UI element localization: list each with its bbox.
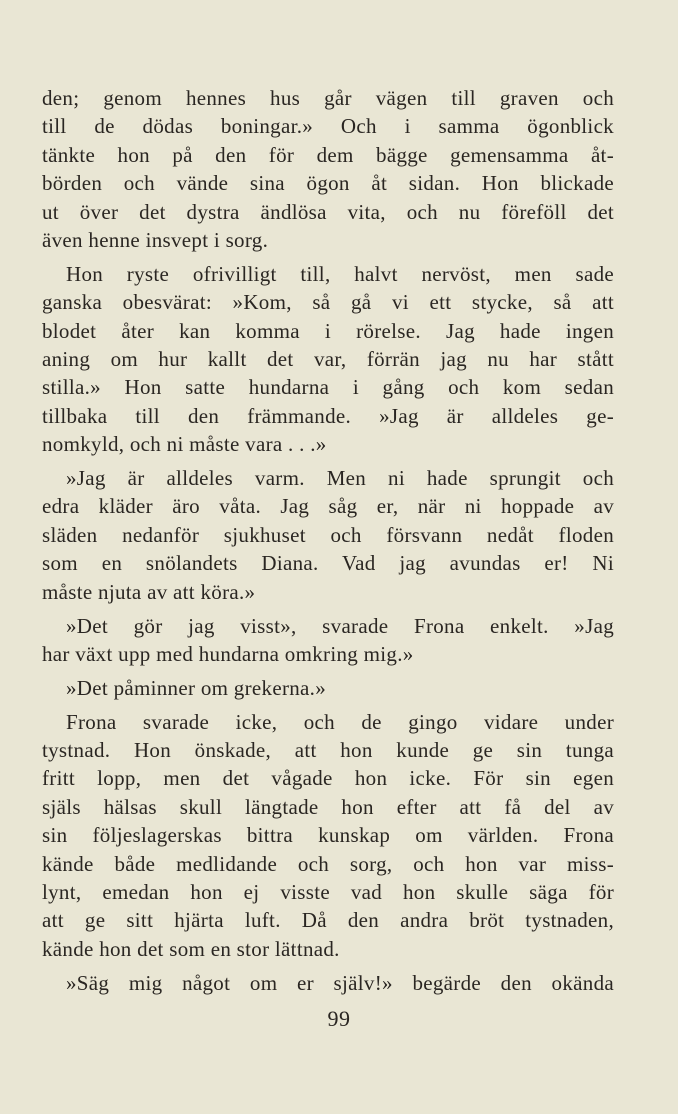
text-line: fritt lopp, men det vågade hon icke. För sin egen xyxy=(42,766,614,791)
text-line: den; genom hennes hus går vägen till graven och xyxy=(42,86,614,110)
text-line: själs hälsas skull längtade hon efter att få del av xyxy=(42,794,614,819)
text-line: lynt, emedan hon ej visste vad hon skulle säga för xyxy=(42,880,614,905)
text-line: även henne insvept i sorg. xyxy=(42,227,269,252)
page-number: 99 xyxy=(327,1006,351,1031)
text-line: »Jag är alldeles varm. Men ni hade sprungit och xyxy=(66,466,614,491)
text-line: Frona svarade icke, och de gingo vidare under xyxy=(66,709,614,734)
text-line: tystnad. Hon önskade, att hon kunde ge sin tunga xyxy=(42,738,614,763)
text-line: börden och vände sina ögon åt sidan. Hon blickade xyxy=(42,171,614,196)
text-line: ganska obesvärat: »Kom, så gå vi ett stycke, så att xyxy=(42,290,614,315)
text-line: edra kläder äro våta. Jag såg er, när ni hoppade av xyxy=(42,494,614,519)
text-line: »Det gör jag visst», svarade Frona enkelt. »Jag xyxy=(66,613,614,638)
text-line: nomkyld, och ni måste vara . . .» xyxy=(42,432,327,457)
text-line: måste njuta av att köra.» xyxy=(42,579,256,604)
text-line: kände både medlidande och sorg, och hon var miss- xyxy=(42,851,614,876)
text-line: aning om hur kallt det var, förrän jag nu har stått xyxy=(42,347,614,372)
text-line: som en snölandets Diana. Vad jag avundas er! Ni xyxy=(42,551,614,576)
body-text xyxy=(42,84,614,1003)
text-line: blodet åter kan komma i rörelse. Jag hade ingen xyxy=(42,318,614,343)
text-line: Hon ryste ofrivilligt till, halvt nervöst, men sade xyxy=(66,261,614,286)
paragraph-3 xyxy=(42,464,614,606)
paragraph-6 xyxy=(42,708,614,964)
text-line: släden nedanför sjukhuset och försvann nedåt floden xyxy=(42,522,614,547)
paragraph-4 xyxy=(42,612,614,669)
text-line: »Säg mig något om er själv!» begärde den okända xyxy=(66,970,614,995)
text-line: sin följeslagerskas bittra kunskap om världen. Frona xyxy=(42,823,614,848)
paragraph-7 xyxy=(42,969,614,997)
text-line: tänkte hon på den för dem bägge gemensamma åt- xyxy=(42,142,614,167)
text-line: ut över det dystra ändlösa vita, och nu föreföll det xyxy=(42,199,614,224)
text-line: har växt upp med hundarna omkring mig.» xyxy=(42,641,414,666)
text-line: kände hon det som en stor lättnad. xyxy=(42,936,340,961)
text-line: att ge sitt hjärta luft. Då den andra bröt tystnaden, xyxy=(42,908,614,933)
paragraph-2 xyxy=(42,260,614,459)
text-line: tillbaka till den främmande. »Jag är alldeles ge- xyxy=(42,403,614,428)
text-line: »Det påminner om grekerna.» xyxy=(66,675,327,700)
text-line: stilla.» Hon satte hundarna i gång och kom sedan xyxy=(42,375,614,400)
text-line: till de dödas boningar.» Och i samma ögonblick xyxy=(42,114,614,139)
paragraph-1 xyxy=(42,84,614,254)
paragraph-5 xyxy=(42,674,614,702)
